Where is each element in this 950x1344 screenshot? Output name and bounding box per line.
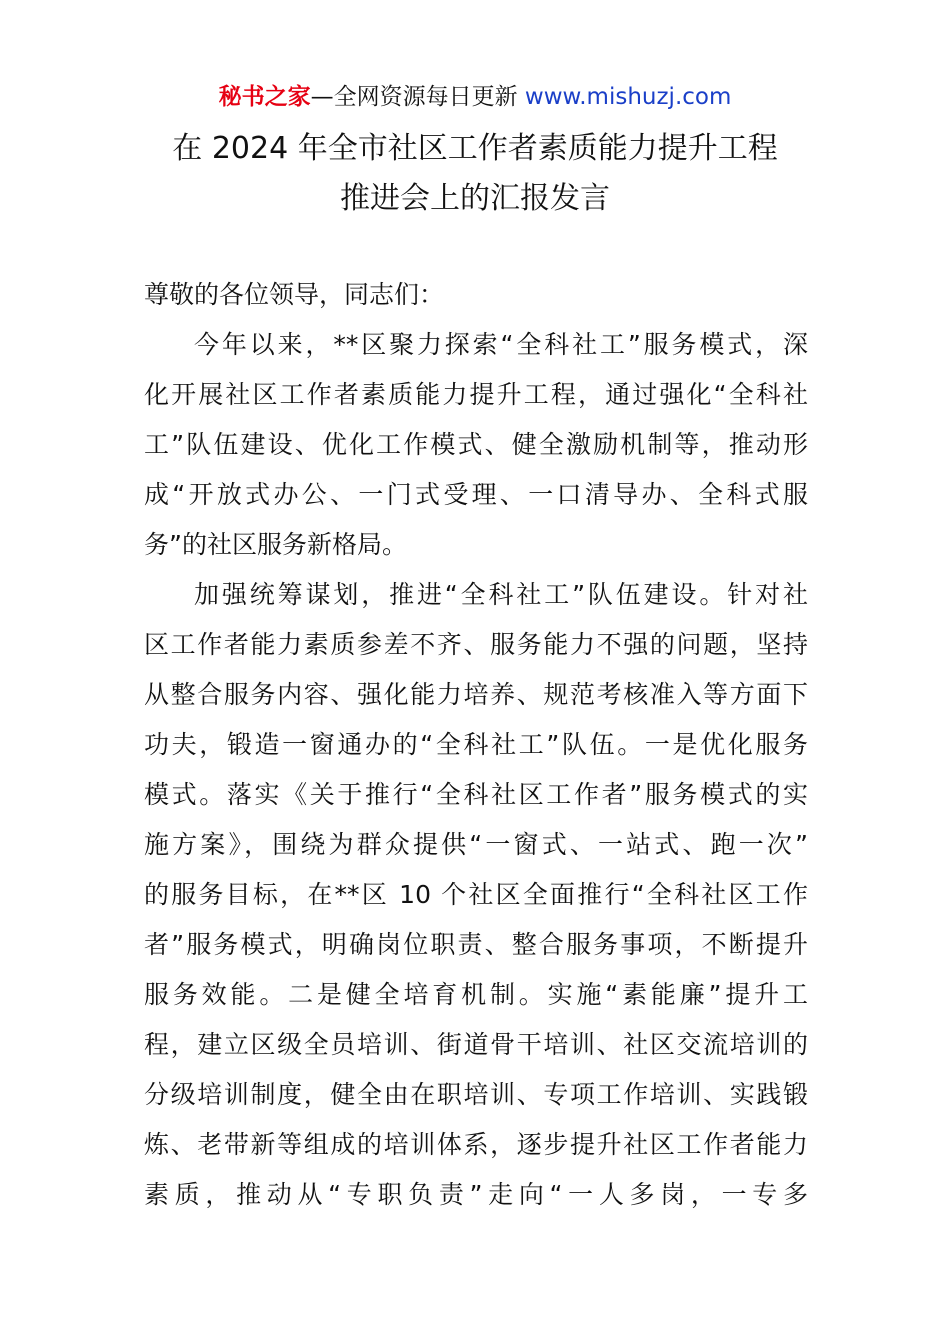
document-title-line-1: 在 2024 年全市社区工作者素质能力提升工程	[172, 131, 778, 166]
site-header	[0, 80, 950, 114]
paragraph-line: 化开展社区工作者素质能力提升工程，通过强化“全科社	[144, 380, 808, 409]
salutation: 尊敬的各位领导，同志们：	[144, 280, 445, 309]
paragraph-line: 从整合服务内容、强化能力培养、规范考核准入等方面下	[144, 680, 808, 709]
paragraph-line: 程，建立区级全员培训、街道骨干培训、社区交流培训的	[144, 1030, 808, 1059]
paragraph-line: 工”队伍建设、优化工作模式、健全激励机制等，推动形	[144, 430, 808, 459]
paragraph-line: 的服务目标，在**区 10 个社区全面推行“全科社区工作	[144, 880, 808, 909]
brand-tagline: —全网资源每日更新	[310, 84, 518, 110]
paragraph-line: 服务效能。二是健全培育机制。实施“素能廉”提升工	[144, 980, 808, 1009]
paragraph-line: 者”服务模式，明确岗位职责、整合服务事项，不断提升	[144, 930, 808, 959]
paragraph-line: 施方案》，围绕为群众提供“一窗式、一站式、跑一次”	[144, 830, 808, 859]
paragraph-line: 区工作者能力素质参差不齐、服务能力不强的问题，坚持	[144, 630, 808, 659]
document-body	[144, 270, 808, 1220]
paragraph-line: 功夫，锻造一窗通办的“全科社工”队伍。一是优化服务	[144, 730, 808, 759]
paragraph-line: 今年以来，**区聚力探索“全科社工”服务模式，深	[194, 330, 808, 359]
site-url[interactable]: www.mishuzj.com	[524, 84, 732, 110]
document-title-line-2: 推进会上的汇报发言	[340, 181, 610, 216]
paragraph-line: 加强统筹谋划，推进“全科社工”队伍建设。针对社	[194, 580, 808, 609]
paragraph-line: 务”的社区服务新格局。	[144, 530, 407, 559]
paragraph-line: 炼、老带新等组成的培训体系，逐步提升社区工作者能力	[144, 1130, 808, 1159]
paragraph-line: 成“开放式办公、一门式受理、一口清导办、全科式服	[144, 480, 808, 509]
paragraph-1	[144, 320, 808, 570]
paragraph-line: 分级培训制度，健全由在职培训、专项工作培训、实践锻	[144, 1080, 808, 1109]
paragraph-2	[144, 570, 808, 1220]
paragraph-line: 素质，推动从“专职负责”走向“一人多岗，一专多	[144, 1180, 808, 1209]
paragraph-line: 模式。落实《关于推行“全科社区工作者”服务模式的实	[144, 780, 808, 809]
brand-name: 秘书之家	[218, 84, 311, 110]
